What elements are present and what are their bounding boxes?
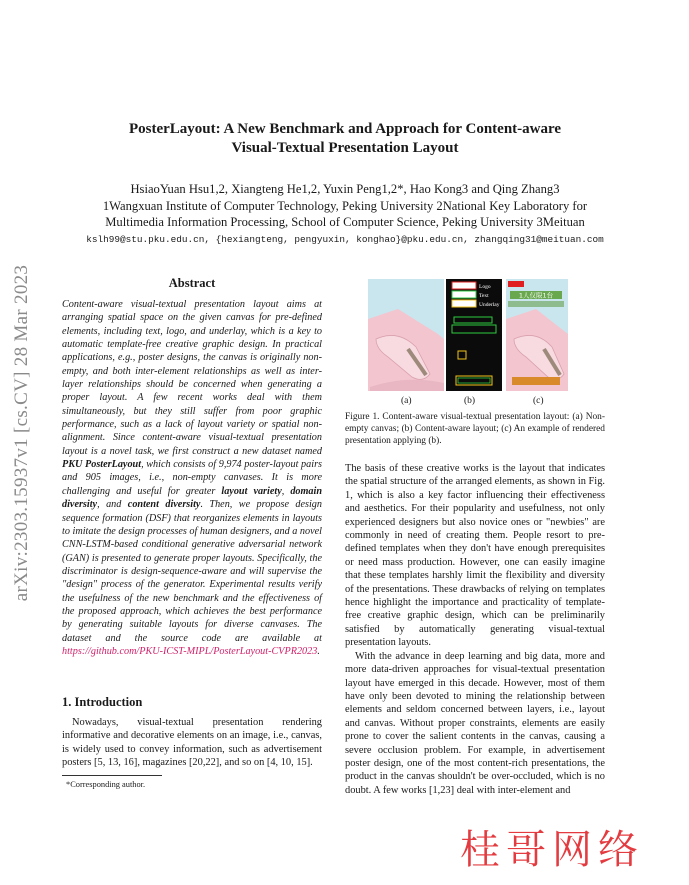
code-link[interactable]: https://github.com/PKU-ICST-MIPL/PosterLayout-CVPR2023: [62, 645, 318, 657]
arxiv-stamp: arXiv:2303.15937v1 [cs.CV] 28 Mar 2023: [11, 264, 32, 602]
abstract-body: Content-aware visual-textual presentation layout aims at arranging spatial space on the given canvas for pre-defined elements, including text, logo, and underlay, which is a key to automatic template-free creative graphic design. In practical applications, e.g., poster designs, the canvas is originally non-empty, and both inter-element relationships as well as inter-layer relationships should be concerned when generating a proper layout. A few recent works deal with them simultaneously, but they still suffer from poor graphic performance, such as a lack of layout variety or spatial non-alignment. Since content-aware visual-textual presentation layout is a novel task, we first construct a new dataset named PKU PosterLayout, which consists of 9,974 poster-layout pairs and 905 images, i.e., non-empty canvases. It is more challenging and useful for greater layout variety, domain diversity, and content diversity. Then, we propose design sequence formation (DSF) that reorganizes elements in layouts to imitate the design processes of human designers, and a novel CNN-LSTM-based conditional generative adversarial network (GAN) is presented to generate proper layouts. Specifically, the discriminator is design-sequence-aware and will supervise the "design" process of the generator. Experimental results verify the usefulness of the new benchmark and the effectiveness of the proposed approach, which achieves the best performance by generating suitable layouts for diverse canvases. The dataset and the source code are available at https://github.com/PKU-ICST-MIPL/PosterLayout-CVPR2023.: [62, 299, 323, 657]
figure-label-b: (b): [464, 396, 476, 406]
paragraph: The basis of these creative works is the layout that indicates the spatial structure of the arranged elements, as shown in Fig. 1, which is also a key factor influencing their effectiveness and aesthetics. For their popularity and usefulness, not only experienced designers but also novice ones or "newbies" are commonly in need of creating them. People resort to pre-defined templates when they don't have enough prerequisites or need mass production. However, one can easily imagine that these templates harshly limit the flexibility and diversity of the presentations. These drawbacks of relying on templates hence highlight the importance and practicality of template-free creative graphic design, which can be preliminarily satisfied by automatically generating visual-textual presentation layouts.: [345, 463, 605, 649]
legend-text: Text: [479, 293, 489, 299]
abstract-heading: Abstract: [168, 276, 216, 290]
emphasis: domain diversity: [62, 485, 323, 511]
legend-logo: Logo: [479, 284, 491, 290]
paper-title: [60, 120, 630, 158]
watermark: 桂哥网络: [460, 827, 644, 873]
footnote-rule: [62, 775, 162, 776]
title-line-2: Visual-Textual Presentation Layout: [231, 140, 459, 156]
panel-a-canvas: [368, 279, 444, 391]
author-block: [40, 181, 650, 231]
emphasis: layout variety: [221, 485, 282, 497]
abstract-text: . Then, we propose design sequence formation (DSF) that reorganizes elements in layouts to imitate the design processes of human designers, and a novel CNN-LSTM-based conditional generative adversarial network (GAN) is presented to generate proper layouts. Specifically, the discriminator is design-sequence-aware and will supervise the "design" process of the generator. Experimental results verify the usefulness of the new benchmark and the effectiveness of the proposed approach, which achieves the best performance by generating suitable layouts for diverse canvases. The dataset and the source code are available at: [62, 499, 322, 644]
abstract-text: , and: [97, 499, 122, 511]
figure-label-c: (c): [533, 396, 544, 406]
abstract-text: Content-aware visual-textual presentation layout aims at arranging spatial space on the given canvas for pre-defined elements, including text, logo, and underlay, which is a key to automatic template-free creative graphic design. In practical applications, e.g., poster designs, the canvas is originally non-empty, and both inter-element relationships as well as inter-layer relationships should be concerned when generating a proper layout. A few recent works deal with them simultaneously, but they still suffer from poor graphic performance, such as a lack of layout variety or spatial non-alignment. Since content-aware visual-textual presentation layout is a novel task, we first construct a new dataset named: [62, 299, 322, 457]
panel-c-rendered: [506, 279, 568, 391]
authors-line: HsiaoYuan Hsu1,2, Xiangteng He1,2, Yuxin Peng1,2*, Hao Kong3 and Qing Zhang3: [130, 182, 560, 196]
intro-paragraph: Nowadays, visual-textual presentation rendering informative and decorative elements on an image, i.e., canvas, is widely used to convey information, such as advertisement posters [5, 13, 16], magazines [20,22], and so on [4, 10, 15].: [62, 717, 322, 769]
email-line: kslh99@stu.pku.edu.cn, {hexiangteng, pengyuxin, konghao}@pku.edu.cn, zhangqing31@meituan.com: [86, 234, 604, 245]
legend-underlay: Underlay: [479, 302, 500, 308]
poster-headline: 1人仅限1台: [518, 291, 554, 300]
section-heading: 1. Introduction: [62, 695, 143, 709]
panel-b-layout: [446, 279, 502, 391]
figure-caption: Figure 1. Content-aware visual-textual presentation layout: (a) Non-empty canvas; (b) Content-aware layout; (c) An example of rendered presentation applying (b).: [345, 412, 605, 446]
footnote: *Corresponding author.: [66, 780, 146, 789]
emphasis: content diversity: [127, 499, 201, 511]
right-column-body: [345, 462, 605, 797]
affiliation-line-2: Multimedia Information Processing, School of Computer Science, Peking University 3Meituan: [105, 215, 585, 229]
figure-label-a: (a): [401, 396, 412, 406]
figure-1: [368, 279, 568, 399]
title-line-1: PosterLayout: A New Benchmark and Approach for Content-aware: [128, 121, 562, 137]
affiliation-line-1: 1Wangxuan Institute of Computer Technology, Peking University 2National Key Laboratory for: [102, 198, 588, 213]
dataset-name: PKU PosterLayout: [62, 459, 142, 471]
abstract-text: , which consists of 9,974 poster-layout pairs and 905 images, i.e., non-empty canvases. It is more challenging and useful for greater: [62, 459, 323, 497]
paragraph: With the advance in deep learning and big data, more and more data-driven approaches for visual-textual presentation layout have emerged in this decade. However, most of them have only been devoted to mining the relationship between elements and seldom concerned between layers, i.e., layout and canvas. Without proper constraints, elements are easily prone to cover the salient contents in the canvas, causing a severe occlusion problem. For example, in advertisement poster design, one of the most content-rich presentations, the product in the canvas shouldn't be over-occluded, which is no doubt. A few works [1,23] deal with inter-element and: [345, 650, 605, 796]
